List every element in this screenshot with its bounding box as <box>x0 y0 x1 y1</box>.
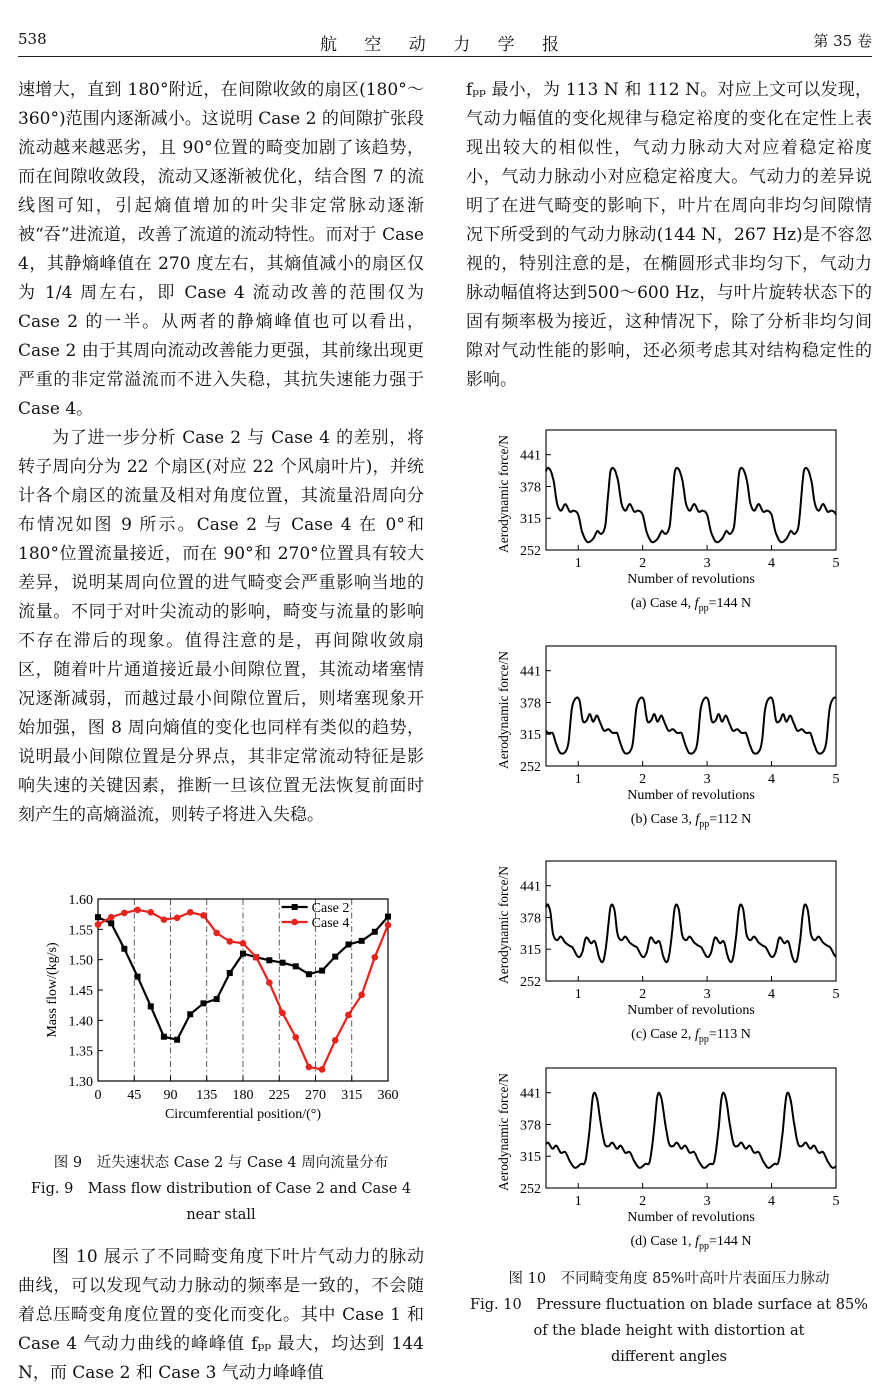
x-tick-label: 5 <box>832 987 840 1002</box>
data-point <box>227 970 233 976</box>
data-point <box>240 940 247 947</box>
x-axis-label: Number of revolutions <box>627 1210 755 1225</box>
left-paragraph-1: 速增大，直到 180°附近，在间隙收敛的扇区(180°～360°)范围内逐渐减小。这说明 Case 2 的间隙扩张段流动越来越恶劣，且 90°位置的畸变加剧了该趋势，而在间隙收敛段，流动又逐渐被优化，结合图 7 的流线图可知，引起熵值增加的叶尖非定常脉动逐渐被“吞”进流道，改善了流道的流动特性。而对于 Case 4，其静熵峰值在 270 度左右，其熵值减小的扇区仅为 1/4 周左右，即 Case 4 流动改善的范围仅为 Case 2 的一半。从两者的静熵峰值也可以看出，Case 2 由于其周向流动改善能力更强，其前缘出现更严重的非定常溢流而不进入失稳，其抗失速能力强于 Case 4。 <box>18 80 424 419</box>
data-point <box>200 1000 206 1006</box>
figure-10c-chart <box>490 851 850 1051</box>
y-tick-label: 441 <box>520 879 541 895</box>
y-tick-label: 315 <box>520 512 541 528</box>
data-point <box>319 968 325 974</box>
plot-frame <box>546 861 836 981</box>
x-tick-label: 1 <box>574 556 582 571</box>
y-tick-label: 1.55 <box>68 923 93 939</box>
x-tick-label: 4 <box>768 987 776 1002</box>
figure-9-caption-en-1: Fig. 9 Mass flow distribution of Case 2 and Case 4 <box>30 1181 412 1197</box>
y-tick-label: 252 <box>520 975 541 990</box>
x-tick-label: 3 <box>703 1194 711 1209</box>
y-tick-label: 441 <box>520 448 541 464</box>
x-axis-label: Number of revolutions <box>627 788 755 803</box>
data-point <box>345 1012 352 1019</box>
y-tick-label: 378 <box>520 911 541 927</box>
figure-10-caption-cn: 图 10 不同畸变角度 85%叶高叶片表面压力脉动 <box>508 1271 830 1287</box>
x-tick-label: 2 <box>639 1194 647 1209</box>
y-tick-label: 315 <box>520 728 541 744</box>
force-curve <box>546 1093 836 1168</box>
y-tick-label: 1.45 <box>68 984 93 999</box>
y-tick-label: 252 <box>520 1182 541 1197</box>
data-point <box>279 1010 286 1017</box>
y-tick-label: 1.60 <box>68 893 93 908</box>
data-point <box>319 1066 326 1073</box>
x-tick-label: 135 <box>196 1088 218 1103</box>
data-point <box>372 929 378 935</box>
data-point <box>293 963 299 969</box>
data-point <box>121 946 127 952</box>
x-tick-label: 5 <box>832 772 840 787</box>
y-tick-label: 378 <box>520 696 541 712</box>
data-point <box>332 954 338 960</box>
legend-marker <box>292 904 298 910</box>
data-point <box>161 1034 167 1040</box>
figure-10-caption-en-3: different angles <box>610 1349 727 1365</box>
figure-10b-chart <box>490 636 850 836</box>
data-point <box>200 912 207 919</box>
data-point <box>371 954 378 961</box>
y-axis-label: Mass flow/(kg/s) <box>45 942 60 1038</box>
right-paragraph-1: fₚₚ 最小，为 113 N 和 112 N。对应上文可以发现，气动力幅值的变化规律与稳定裕度的变化在定性上表现出较大的相似性，气动力脉动大对应着稳定裕度小，气动力脉动小对应稳定裕度大。气动力的差异说明了在进气畸变的影响下，叶片在周向非均匀间隙情况下所受到的气动力脉动(144 N，267 Hz)是不容忽视的，特别注意的是，在椭圆形式非均匀下，气动力脉动幅值将达到500～600 Hz，与叶片旋转状态下的固有频率极为接近，这种情况下，除了分析非均匀间隙对气动性能的影响，还必须考虑其对结构稳定性的影响。 <box>466 80 872 390</box>
data-point <box>174 1037 180 1043</box>
running-header <box>18 26 872 58</box>
x-tick-label: 3 <box>703 987 711 1002</box>
data-point <box>306 1064 313 1071</box>
y-axis-label: Aerodynamic force/N <box>496 434 511 554</box>
y-tick-label: 441 <box>520 1086 541 1102</box>
y-tick-label: 1.30 <box>68 1075 93 1090</box>
x-tick-label: 1 <box>574 1194 582 1209</box>
data-point <box>108 920 114 926</box>
data-point <box>148 1003 154 1009</box>
data-point <box>385 922 392 929</box>
data-point <box>214 996 220 1002</box>
volume-label: 第 35 卷 <box>813 32 872 50</box>
data-point <box>226 938 233 945</box>
x-axis-label: Circumferential position/(°) <box>164 1107 322 1122</box>
data-point <box>306 971 312 977</box>
header-rule <box>18 56 872 57</box>
x-tick-label: 4 <box>768 1194 776 1209</box>
data-point <box>161 916 168 923</box>
data-point <box>95 921 102 928</box>
legend-label: Case 2 <box>311 901 350 916</box>
y-tick-label: 378 <box>520 1118 541 1134</box>
figure-10-caption-en-2: of the blade height with distortion at <box>533 1323 805 1339</box>
data-point <box>253 954 260 961</box>
data-point <box>174 915 181 922</box>
figure-10-caption <box>466 1266 872 1370</box>
y-tick-label: 441 <box>520 664 541 680</box>
data-point <box>280 960 286 966</box>
figure-10d-chart <box>490 1058 850 1258</box>
y-tick-label: 378 <box>520 480 541 496</box>
figure-10-caption-en-1: Fig. 10 Pressure fluctuation on blade surface at 85% <box>470 1297 868 1313</box>
data-point <box>134 907 141 914</box>
figure-9-caption <box>18 1150 424 1228</box>
x-tick-label: 4 <box>768 772 776 787</box>
figure-9-caption-en-2: near stall <box>186 1207 256 1223</box>
x-tick-label: 5 <box>832 1194 840 1209</box>
x-tick-label: 5 <box>832 556 840 571</box>
left-paragraph-3: 图 10 展示了不同畸变角度下叶片气动力的脉动曲线，可以发现气动力脉动的频率是一致的，不会随着总压畸变角度位置的变化而变化。其中 Case 1 和 Case 4 气动力曲线的峰峰值 fₚₚ 最大，均达到 144 N，而 Case 2 和 Case 3 气动力峰峰值 <box>18 1247 424 1383</box>
data-point <box>135 974 141 980</box>
y-tick-label: 1.40 <box>68 1014 93 1030</box>
x-tick-label: 270 <box>305 1088 326 1103</box>
data-point <box>187 1011 193 1017</box>
force-curve <box>546 698 836 754</box>
force-curve <box>546 468 836 542</box>
y-tick-label: 1.35 <box>68 1044 93 1060</box>
data-point <box>266 957 272 963</box>
figure-9-mass-flow-chart <box>40 885 410 1145</box>
y-tick-label: 315 <box>520 943 541 959</box>
plot-frame <box>546 646 836 766</box>
data-point <box>345 942 351 948</box>
y-axis-label: Aerodynamic force/N <box>496 650 511 770</box>
x-axis-label: Number of revolutions <box>627 1003 755 1018</box>
x-tick-label: 315 <box>341 1088 363 1103</box>
force-curve <box>546 905 836 963</box>
data-point <box>266 979 273 986</box>
panel-caption: (c) Case 2, $f_{pp}=113$ N <box>631 1027 751 1045</box>
x-tick-label: 0 <box>94 1088 102 1103</box>
panel-caption: (a) Case 4, $f_{pp}=144$ N <box>630 596 752 614</box>
figure-10a-chart <box>490 420 850 620</box>
x-tick-label: 2 <box>639 987 647 1002</box>
y-tick-label: 252 <box>520 760 541 775</box>
x-tick-label: 1 <box>574 772 582 787</box>
data-point <box>213 930 220 937</box>
data-point <box>385 914 391 920</box>
panel-caption: (d) Case 1, $f_{pp}=144$ N <box>630 1234 752 1252</box>
y-tick-label: 252 <box>520 544 541 559</box>
data-point <box>332 1037 339 1044</box>
x-tick-label: 4 <box>768 556 776 571</box>
x-tick-label: 360 <box>377 1088 399 1103</box>
x-tick-label: 225 <box>268 1088 290 1103</box>
panel-caption: (b) Case 3, $f_{pp}=112$ N <box>630 812 752 830</box>
x-tick-label: 45 <box>127 1088 142 1103</box>
x-tick-label: 90 <box>163 1088 178 1103</box>
data-point <box>95 914 101 920</box>
data-point <box>359 938 365 944</box>
page-number: 538 <box>18 30 47 48</box>
data-point <box>147 909 154 916</box>
x-tick-label: 3 <box>703 556 711 571</box>
legend-marker <box>291 919 298 926</box>
data-point <box>292 1034 299 1041</box>
legend-label: Case 4 <box>311 916 350 931</box>
x-tick-label: 2 <box>639 556 647 571</box>
journal-title: 航 空 动 力 学 报 <box>319 35 571 55</box>
x-tick-label: 180 <box>232 1088 254 1103</box>
x-tick-label: 2 <box>639 772 647 787</box>
y-axis-label: Aerodynamic force/N <box>496 1072 511 1192</box>
x-tick-label: 3 <box>703 772 711 787</box>
left-paragraph-2: 为了进一步分析 Case 2 与 Case 4 的差别，将转子周向分为 22 个扇区(对应 22 个风扇叶片)，并统计各个扇区的流量及相对角度位置，其流量沿周向分布情况如图 9 所示。Case 2 与 Case 4 在 0°和 180°位置流量接近，而在 90°和 270°位置具有较大差异，说明某周向位置的进气畸变会严重影响当地的流量。不同于对叶尖流动的影响，畸变与流量的影响不存在滞后的现象。值得注意的是，再间隙收敛扇区，随着叶片通道接近最小间隙位置，其流动堵塞情况逐渐减弱，而越过最小间隙位置后，则堵塞现象开始加强，图 8 周向熵值的变化也同样有类似的趋势，说明最小间隙位置是分界点，其非定常流动特征是影响失速的关键因素，推断一旦该位置无法恢复前面时刻产生的高熵溢流，则转子将进入失稳。 <box>18 428 424 825</box>
data-point <box>240 951 246 957</box>
x-tick-label: 1 <box>574 987 582 1002</box>
y-tick-label: 1.50 <box>68 953 93 969</box>
data-point <box>187 909 194 916</box>
data-point <box>358 992 365 999</box>
y-tick-label: 315 <box>520 1150 541 1166</box>
data-point <box>121 910 128 917</box>
y-axis-label: Aerodynamic force/N <box>496 865 511 985</box>
x-axis-label: Number of revolutions <box>627 572 755 587</box>
data-point <box>108 914 115 921</box>
figure-9-caption-cn: 图 9 近失速状态 Case 2 与 Case 4 周向流量分布 <box>53 1155 389 1171</box>
